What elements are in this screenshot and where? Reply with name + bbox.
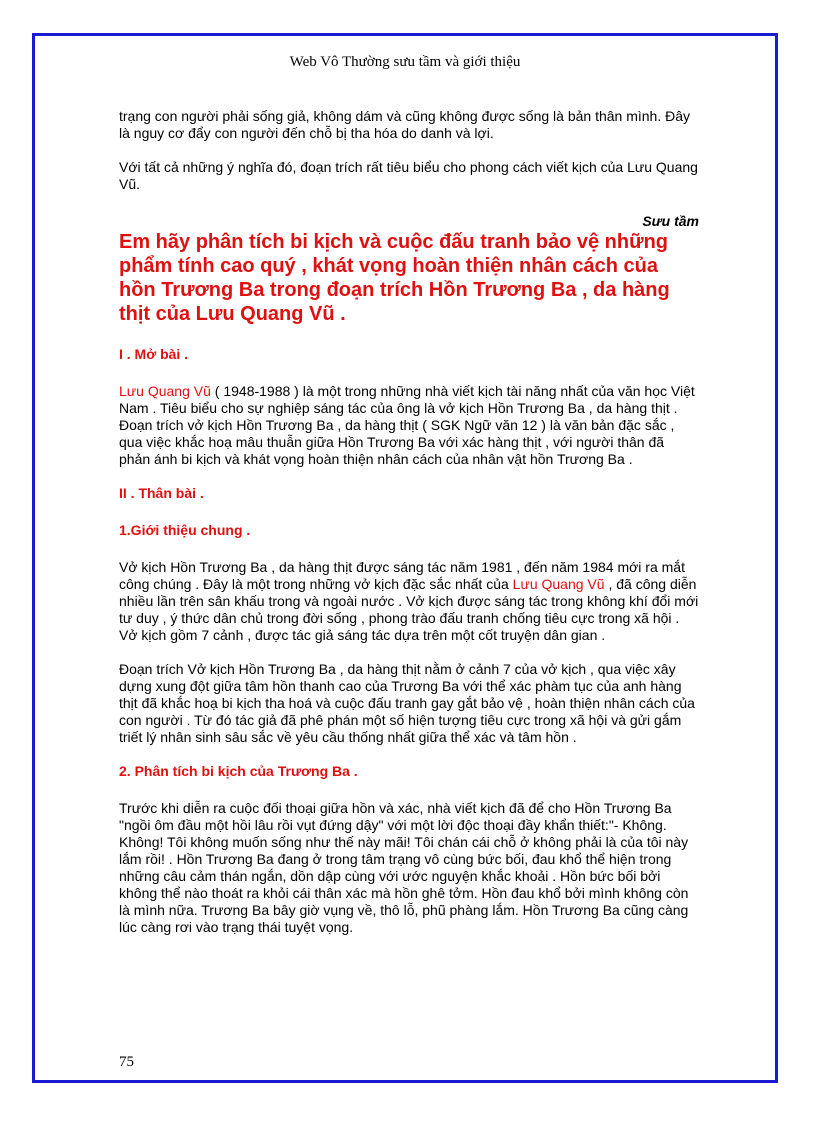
section-heading-body: II . Thân bài . xyxy=(119,485,204,501)
essay-title: Em hãy phân tích bi kịch và cuộc đấu tranh bảo vệ những phẩm tính cao quý , khát vọng hoàn thiện nhân cách của hồn Trương Ba trong đoạn trích Hồn Trương Ba , da hàng thịt của Lưu Quang Vũ . xyxy=(119,231,670,325)
intro-paragraph-2: Với tất cả những ý nghĩa đó, đoạn trích rất tiêu biểu cho phong cách viết kịch của Lưu Quang Vũ. xyxy=(119,159,698,192)
credit-label: Sưu tầm xyxy=(642,213,699,229)
overview-text-after: , đã công diễn nhiều lần trên sân khấu trong và ngoài nước . Vở kịch được sáng tác trong không khí đổi mới tư duy , ý thức dân chủ trong đời sống , phong trào đấu tranh chống tiêu cực trong xã hội . Vở kịch gồm 7 cảnh , được tác giả sáng tác dựa trên một cốt truyện dân gian . xyxy=(119,576,699,643)
analysis-paragraph-1: Trước khi diễn ra cuộc đối thoại giữa hồn và xác, nhà viết kịch đã để cho Hồn Trương Ba "ngồi ôm đầu một hồi lâu rồi vụt đứng dậy" với một lời độc thoại đầy khẩn thiết:"- Không. Không! Tôi không muốn sống như thế này mãi! Tôi chán cái chỗ ở không phải là của tôi này lắm rồi! . Hồn Trương Ba đang ở trong tâm trạng vô cùng bức bối, đau khổ thể hiện trong những câu cảm thán ngắn, dồn dập cùng với ước nguyện khắc khoải . Hồn bức bối bởi không thể nào thoát ra khỏi cái thân xác mà hồn ghê tởm. Hồn đau khổ bởi mình không còn là mình nữa. Trương Ba bây giờ vụng về, thô lỗ, phũ phàng lắm. Hồn Trương Ba cũng càng lúc càng rơi vào trạng thái tuyệt vọng. xyxy=(119,800,689,935)
document-body xyxy=(119,108,699,953)
section-intro-text: ( 1948-1988 ) là một trong những nhà viết kịch tài năng nhất của văn học Việt Nam . Tiêu biểu cho sự nghiệp sáng tác của ông là vở kịch Hồn Trương Ba , da hàng thịt . Đoạn trích vở kịch Hồn Trương Ba , da hàng thịt ( SGK Ngữ văn 12 ) là văn bản đặc sắc , qua việc khắc hoạ mâu thuẫn giữa Hồn Trương Ba với xác hàng thịt , với người thân đã phản ánh bi kịch và khát vọng hoàn thiện nhân cách của nhân vật hồn Trương Ba . xyxy=(119,383,695,467)
page-header: Web Vô Thường sưu tầm và giới thiệu xyxy=(289,54,521,70)
section-heading-intro: I . Mở bài . xyxy=(119,346,189,362)
section-intro-paragraph xyxy=(119,383,699,468)
overview-paragraph-2: Đoạn trích Vở kịch Hồn Trương Ba , da hàng thịt nằm ở cảnh 7 của vở kịch , qua việc xây dựng xung đột giữa tâm hồn thanh cao của Trương Ba với thể xác phàm tục của anh hàng thịt đã khắc hoạ bi kịch tha hoá và cuộc đấu tranh gay gắt bảo vệ , hoàn thiện nhân cách của con người . Từ đó tác giả đã phê phán một số hiện tượng tiêu cực trong xã hội và gửi gắm triết lý nhân sinh sâu sắc về yêu cầu thống nhất giữa thể xác và tâm hồn . xyxy=(119,661,695,745)
overview-paragraph-1 xyxy=(119,559,699,644)
intro-paragraph-1: trạng con người phải sống giả, không dám và cũng không được sống là bản thân mình. Đây là nguy cơ đẩy con người đến chỗ bị tha hóa do danh và lợi. xyxy=(119,108,691,141)
page-frame xyxy=(32,33,778,1083)
overview-text-before: Vở kịch Hồn Trương Ba , da hàng thịt được sáng tác năm 1981 , đến năm 1984 mới ra mắt công chúng . Đây là một trong những vở kịch đặc sắc nhất của xyxy=(119,559,685,592)
author-name: Lưu Quang Vũ xyxy=(119,383,211,399)
subsection-heading-overview: 1.Giới thiệu chung . xyxy=(119,522,251,538)
page-number: 75 xyxy=(119,1054,134,1070)
author-name-inline: Lưu Quang Vũ xyxy=(512,576,605,592)
subsection-heading-analysis: 2. Phân tích bi kịch của Trương Ba . xyxy=(119,763,358,779)
